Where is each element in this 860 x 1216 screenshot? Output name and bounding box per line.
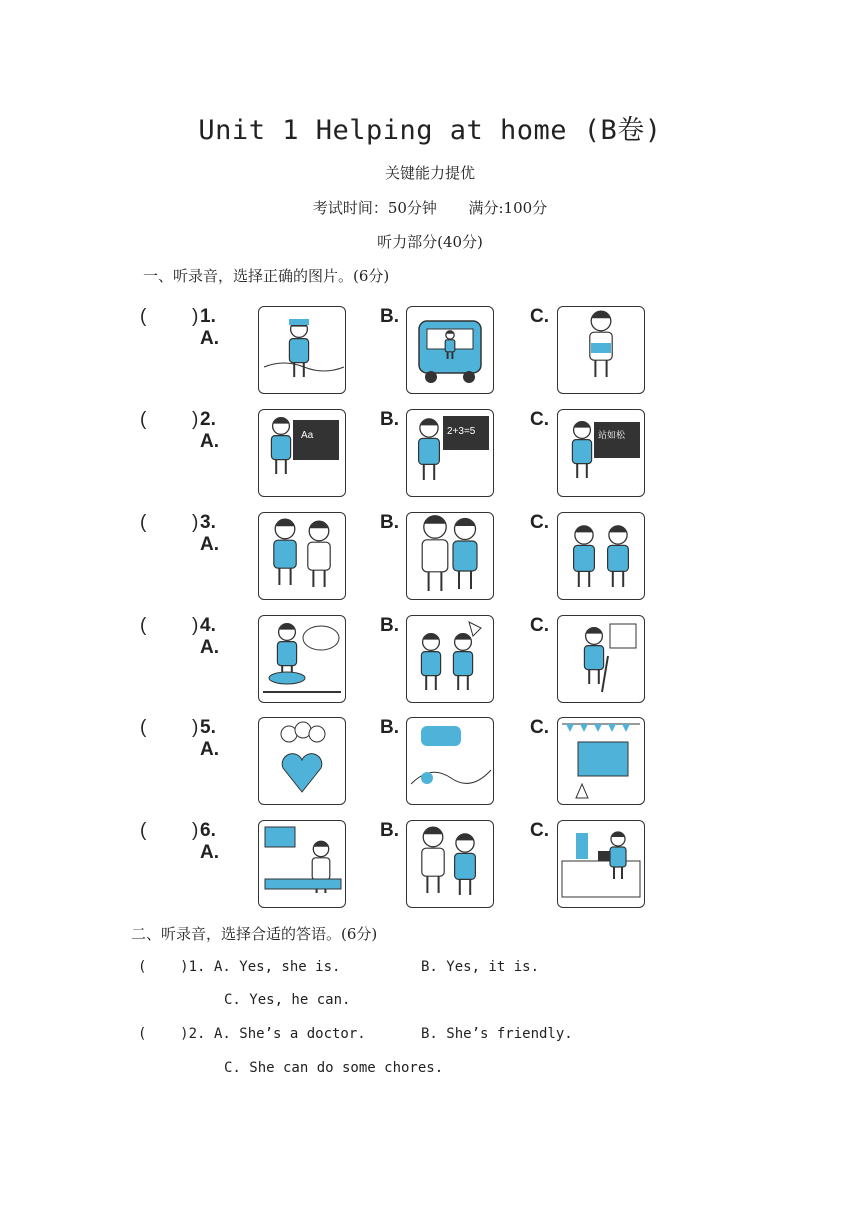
svg-text:站如松: 站如松 — [598, 431, 626, 441]
option-label-b: B. — [380, 717, 399, 738]
option-label-c: C. — [530, 512, 549, 533]
answer-parentheses[interactable] — [140, 512, 199, 534]
option-label-c: C. — [530, 615, 549, 636]
option-label-c: C. — [530, 409, 549, 430]
subtitle: 关键能力提优 — [384, 164, 475, 182]
teacher-chinese-icon[interactable] — [557, 409, 645, 497]
doctor-icon[interactable] — [557, 306, 645, 394]
question-number: 2. A. — [200, 409, 219, 452]
answer-parentheses[interactable] — [140, 717, 199, 739]
brothers-icon[interactable] — [557, 512, 645, 600]
answer-parentheses[interactable] — [140, 615, 199, 637]
office-desk-icon[interactable] — [557, 820, 645, 908]
question-number: 1. A. — [200, 306, 219, 349]
s2-q1-option-c: C. Yes, he can. — [224, 992, 351, 1008]
question-number: 3. A. — [200, 512, 219, 555]
s2-q2-paren: ( )2. — [138, 1026, 206, 1042]
option-label-b: B. — [380, 512, 399, 533]
answer-parentheses[interactable] — [140, 820, 199, 842]
childrens-day-icon[interactable] — [406, 717, 494, 805]
heart-balloons-icon[interactable] — [258, 717, 346, 805]
answer-parentheses[interactable] — [140, 409, 199, 431]
answer-parentheses[interactable] — [140, 306, 199, 328]
paren-open: ( — [140, 409, 147, 430]
paren-close: ) — [192, 409, 199, 430]
s2-q1-option-b: B. Yes, it is. — [421, 959, 540, 975]
s2-q1-option-a: A. Yes, she is. — [214, 959, 341, 975]
paren-open: ( — [140, 820, 147, 841]
exam-time: 考试时间：50分钟 — [312, 199, 437, 217]
paren-open: ( — [140, 512, 147, 533]
option-label-b: B. — [380, 615, 399, 636]
paren-open: ( — [140, 717, 147, 738]
svg-text:Aa: Aa — [301, 430, 314, 441]
teacher-math-icon[interactable] — [406, 409, 494, 497]
cooking-boy-icon[interactable] — [258, 615, 346, 703]
paren-close: ) — [192, 512, 199, 533]
svg-text:2+3=5: 2+3=5 — [447, 426, 476, 437]
question-number: 4. A. — [200, 615, 219, 658]
option-label-b: B. — [380, 306, 399, 327]
question-number: 6. A. — [200, 820, 219, 863]
option-label-c: C. — [530, 717, 549, 738]
kitchen-cook-icon[interactable] — [258, 820, 346, 908]
option-label-c: C. — [530, 306, 549, 327]
option-label-b: B. — [380, 820, 399, 841]
paren-close: ) — [192, 820, 199, 841]
paren-open: ( — [140, 306, 147, 327]
s2-q1-paren: ( )1. — [138, 959, 206, 975]
paren-close: ) — [192, 717, 199, 738]
page-title: Unit 1 Helping at home (B卷) — [198, 115, 662, 146]
paren-close: ) — [192, 615, 199, 636]
anniversary-banner-icon[interactable] — [557, 717, 645, 805]
question-number: 5. A. — [200, 717, 219, 760]
listening-part-label: 听力部分(40分) — [377, 233, 483, 251]
option-label-c: C. — [530, 820, 549, 841]
mopping-boy-icon[interactable] — [557, 615, 645, 703]
boy-on-beach-icon[interactable] — [258, 306, 346, 394]
exam-info — [0, 197, 860, 218]
s2-q2-option-a: A. She’s a doctor. — [214, 1026, 366, 1042]
option-label-b: B. — [380, 409, 399, 430]
section1-heading: 一、听录音，选择正确的图片。(6分) — [143, 267, 390, 285]
grandparents-icon[interactable] — [258, 512, 346, 600]
section2-heading: 二、听录音，选择合适的答语。(6分) — [131, 925, 378, 943]
parents-icon[interactable] — [406, 512, 494, 600]
kite-kids-icon[interactable] — [406, 615, 494, 703]
teacher-letters-icon[interactable] — [258, 409, 346, 497]
school-bus-icon[interactable] — [406, 306, 494, 394]
s2-q2-option-c: C. She can do some chores. — [224, 1060, 444, 1076]
s2-q2-option-b: B. She’s friendly. — [421, 1026, 573, 1042]
full-score: 满分:100分 — [468, 199, 548, 217]
nurse-patient-icon[interactable] — [406, 820, 494, 908]
paren-close: ) — [192, 306, 199, 327]
paren-open: ( — [140, 615, 147, 636]
